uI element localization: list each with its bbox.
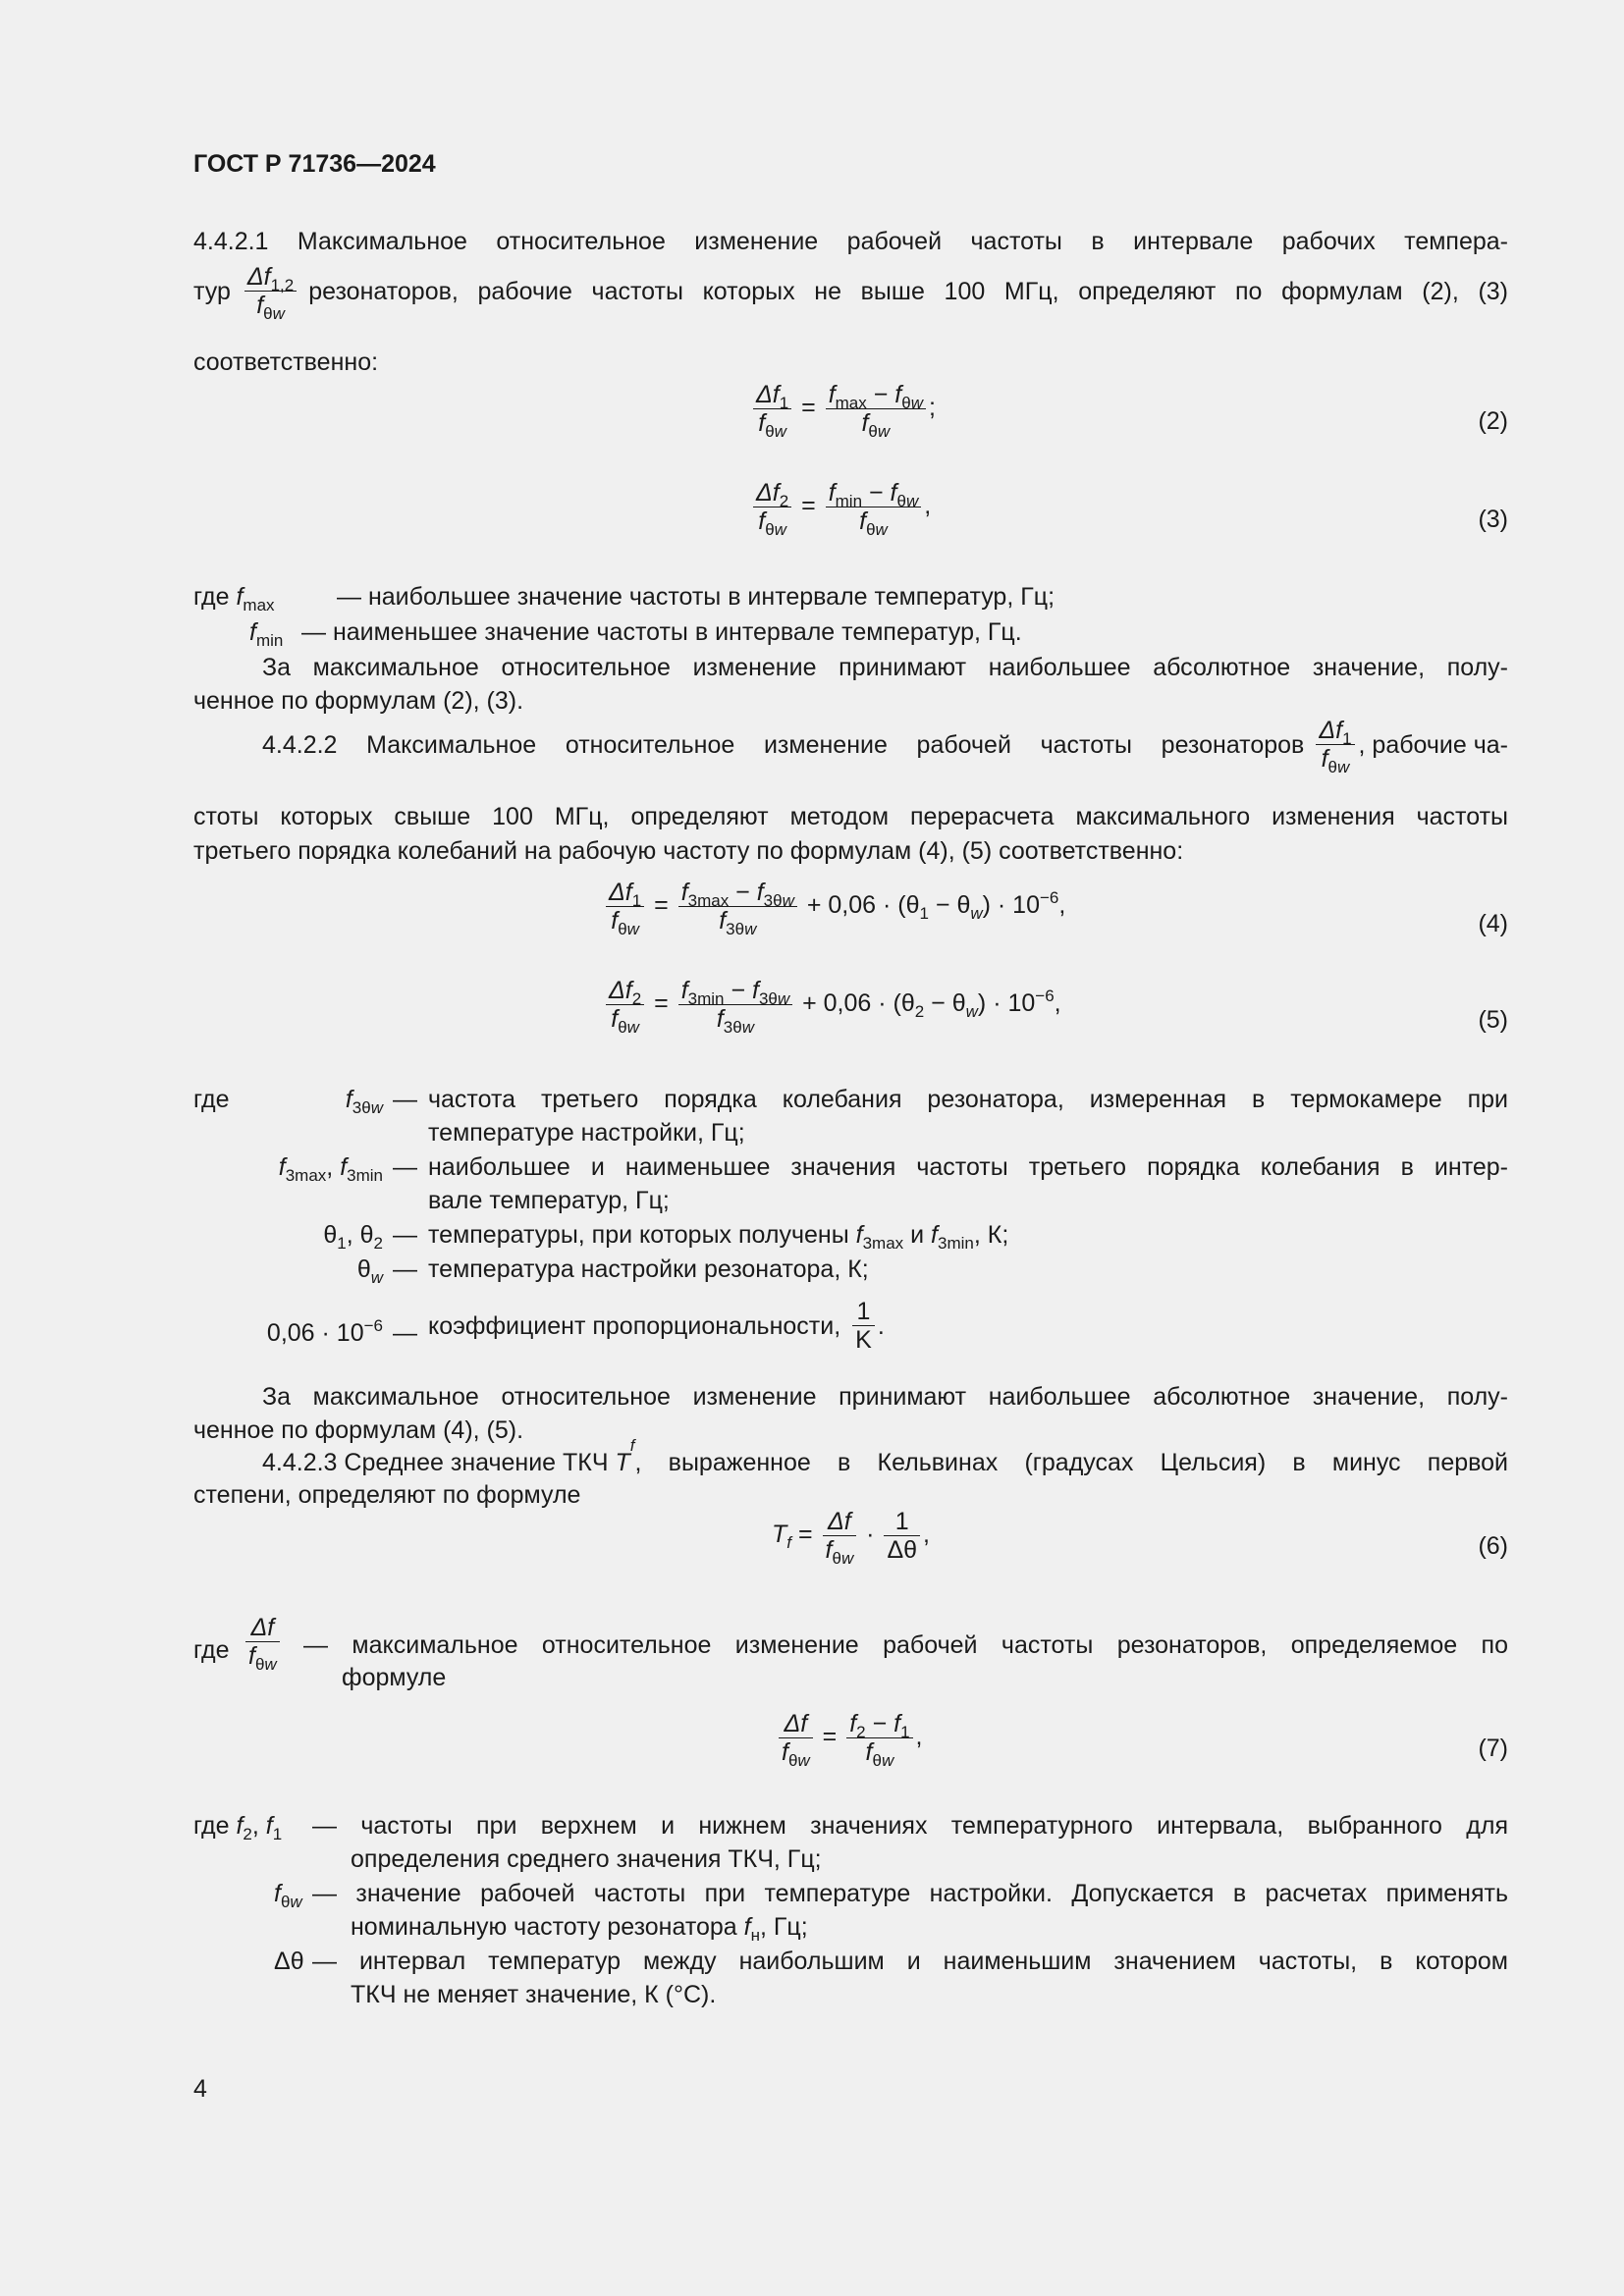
where2-d5: коэффициент пропорциональности, $\frac{1}{K}$ . (428, 1298, 885, 1354)
p3-line3: третьего порядка колебаний на рабочую частоту по формулам (4), (5) соответственно: (193, 837, 1184, 865)
where2-d2-line1: наибольшее и наименьшее значения частоты третьего порядка колебания в интер- (428, 1153, 1508, 1181)
where4-ftheta: $f_{\theta w}$ (274, 1880, 302, 1911)
dash: — (393, 1255, 417, 1283)
where2-d4: температура настройки резонатора, К; (428, 1255, 869, 1283)
where2-d3: температуры, при которых получены $f_{3max}$ и $f_{3min}$, К; (428, 1221, 1009, 1253)
p4-line2: ченное по формулам (4), (5). (193, 1416, 524, 1444)
dash: — (393, 1086, 417, 1113)
where2-d2-line2: вале температур, Гц; (428, 1187, 670, 1214)
fraction-delta-f12-over-ftheta: $\frac{\Delta f_{1,2}}{f_{\theta w}}$ (244, 263, 297, 319)
dash: — (393, 1153, 417, 1181)
p1-line1: 4.4.2.1 Максимальное относительное изменение рабочей частоты в интервале рабочих темпера- (193, 228, 1508, 255)
where3-fraction: $\frac{\Delta f}{f_{\theta w}}$ (243, 1614, 283, 1670)
p4-line1: За максимальное относительное изменение принимают наибольшее абсолютное значение, полу- (262, 1383, 1508, 1411)
where3-line1: — максимальное относительное изменение рабочей частоты резонаторов, определяемое по (303, 1631, 1508, 1659)
where4-d1-line1: — частоты при верхнем и нижнем значениях температурного интервала, выбранного для (312, 1812, 1508, 1840)
where1-fmax: где $f_{max}$ (193, 583, 275, 614)
p5-line2: степени, определяют по формуле (193, 1481, 581, 1509)
where2-f3max-f3min: $f_{3max}$, $f_{3min}$ (278, 1153, 383, 1185)
where1-fmax-desc: — наибольшее значение частоты в интервале температур, Гц; (337, 583, 1056, 611)
where2-coefficient: $0,06 \cdot 10^{-6}$ (266, 1316, 383, 1347)
equation-number-7: (7) (1478, 1735, 1508, 1762)
p5-line1: 4.4.2.3 Среднее значение ТКЧ T f , выраженное в Кельвинах (градусах Цельсия) в минус первой (262, 1436, 1508, 1476)
document-header: ГОСТ Р 71736—2024 (193, 150, 436, 178)
where1-fmin: $f_{min}$ (249, 618, 284, 650)
equation-number-6: (6) (1478, 1532, 1508, 1560)
p1-line2 (193, 263, 1508, 323)
dash: — (393, 1319, 417, 1347)
equation-number-5: (5) (1478, 1006, 1508, 1034)
where2-d1-line2: температуре настройки, Гц; (428, 1119, 745, 1147)
where4-d3-line1: — интервал температур между наибольшим и наименьшим значением частоты, в котором (312, 1948, 1508, 1975)
where4-d1-line2: определения среднего значения ТКЧ, Гц; (351, 1845, 822, 1873)
equation-4: $\frac{\Delta f_1}{f_{\theta w}}$ = $\frac{f_{3max} - f_{3\theta w}}{f_{3\theta w}}$ + $0,06 \cdot (\theta_1 - \theta_w) \cdot 10^{-6}$, (603, 879, 1065, 934)
where4-d3-line2: ТКЧ не меняет значение, К (°С). (351, 1981, 717, 2008)
equation-5: $\frac{\Delta f_2}{f_{\theta w}}$ = $\frac{f_{3min} - f_{3\theta w}}{f_{3\theta w}}$ + $0,06 \cdot (\theta_2 - \theta_w) \cdot 10^{-6}$, (603, 977, 1061, 1033)
equation-number-4: (4) (1478, 910, 1508, 937)
where4-delta-theta: Δθ (274, 1948, 304, 1975)
where4-d2-line2: номинальную частоту резонатора $f_н$, Гц; (351, 1913, 808, 1945)
where2-theta12: $\theta_1$, $\theta_2$ (323, 1221, 383, 1253)
p2-line2: ченное по формулам (2), (3). (193, 687, 524, 715)
equation-number-3: (3) (1478, 506, 1508, 533)
page-number: 4 (193, 2075, 207, 2103)
where2-thetaw: $\theta_w$ (356, 1255, 383, 1287)
where3-label: где (193, 1636, 230, 1664)
equation-6: $T_f$ = $\frac{\Delta f}{f_{\theta w}}$ · $\frac{1}{\Delta\theta}$ , (772, 1508, 930, 1568)
fraction-1-over-k: $\frac{1}{K}$ (852, 1298, 875, 1354)
where2-f3theta: $f_{3\theta w}$ (345, 1086, 383, 1117)
where2-label: где (193, 1086, 230, 1113)
where4-f2-f1: где $f_2$, $f_1$ (193, 1812, 283, 1843)
p1-suffix: резонаторов, рабочие частоты которых не выше 100 МГц, определяют по формулам (2), (3) (308, 277, 1508, 305)
p2-line1: За максимальное относительное изменение принимают наибольшее абсолютное значение, полу- (262, 654, 1508, 681)
where2-d1-line1: частота третьего порядка колебания резонатора, измеренная в термокамере при (428, 1086, 1508, 1113)
p1-prefix: тур (193, 277, 231, 305)
dash: — (393, 1221, 417, 1249)
equation-number-2: (2) (1478, 407, 1508, 435)
p3-line2: стоты которых свыше 100 МГц, определяют методом перерасчета максимального изменения частоты (193, 803, 1508, 830)
equation-2: $\frac{\Delta f_1}{f_{\theta w}}$ = $\frac{f_{max} - f_{\theta w}}{f_{\theta w}}$ ; (750, 381, 936, 437)
p1-line3: соответственно: (193, 348, 379, 376)
where4-d2-line1: — значение рабочей частоты при температуре настройки. Допускается в расчетах применять (312, 1880, 1508, 1907)
equation-3: $\frac{\Delta f_2}{f_{\theta w}}$ = $\frac{f_{min} - f_{\theta w}}{f_{\theta w}}$ , (750, 479, 931, 535)
fraction-delta-f1-over-ftheta: $\frac{\Delta f_1}{f_{\theta w}}$ (1316, 717, 1354, 773)
equation-7: $\frac{\Delta f}{f_{\theta w}}$ = $\frac{f_2 - f_1}{f_{\theta w}}$ , (776, 1710, 923, 1766)
where3-line2: формуле (342, 1664, 447, 1691)
where1-fmin-desc: — наименьшее значение частоты в интервале температур, Гц. (301, 618, 1022, 646)
p3-line1: 4.4.2.2 Максимальное относительное изменение рабочей частоты резонаторов $\frac{\Delta f_1}{f_{\theta w}}$ , рабочие ча- (262, 717, 1508, 776)
